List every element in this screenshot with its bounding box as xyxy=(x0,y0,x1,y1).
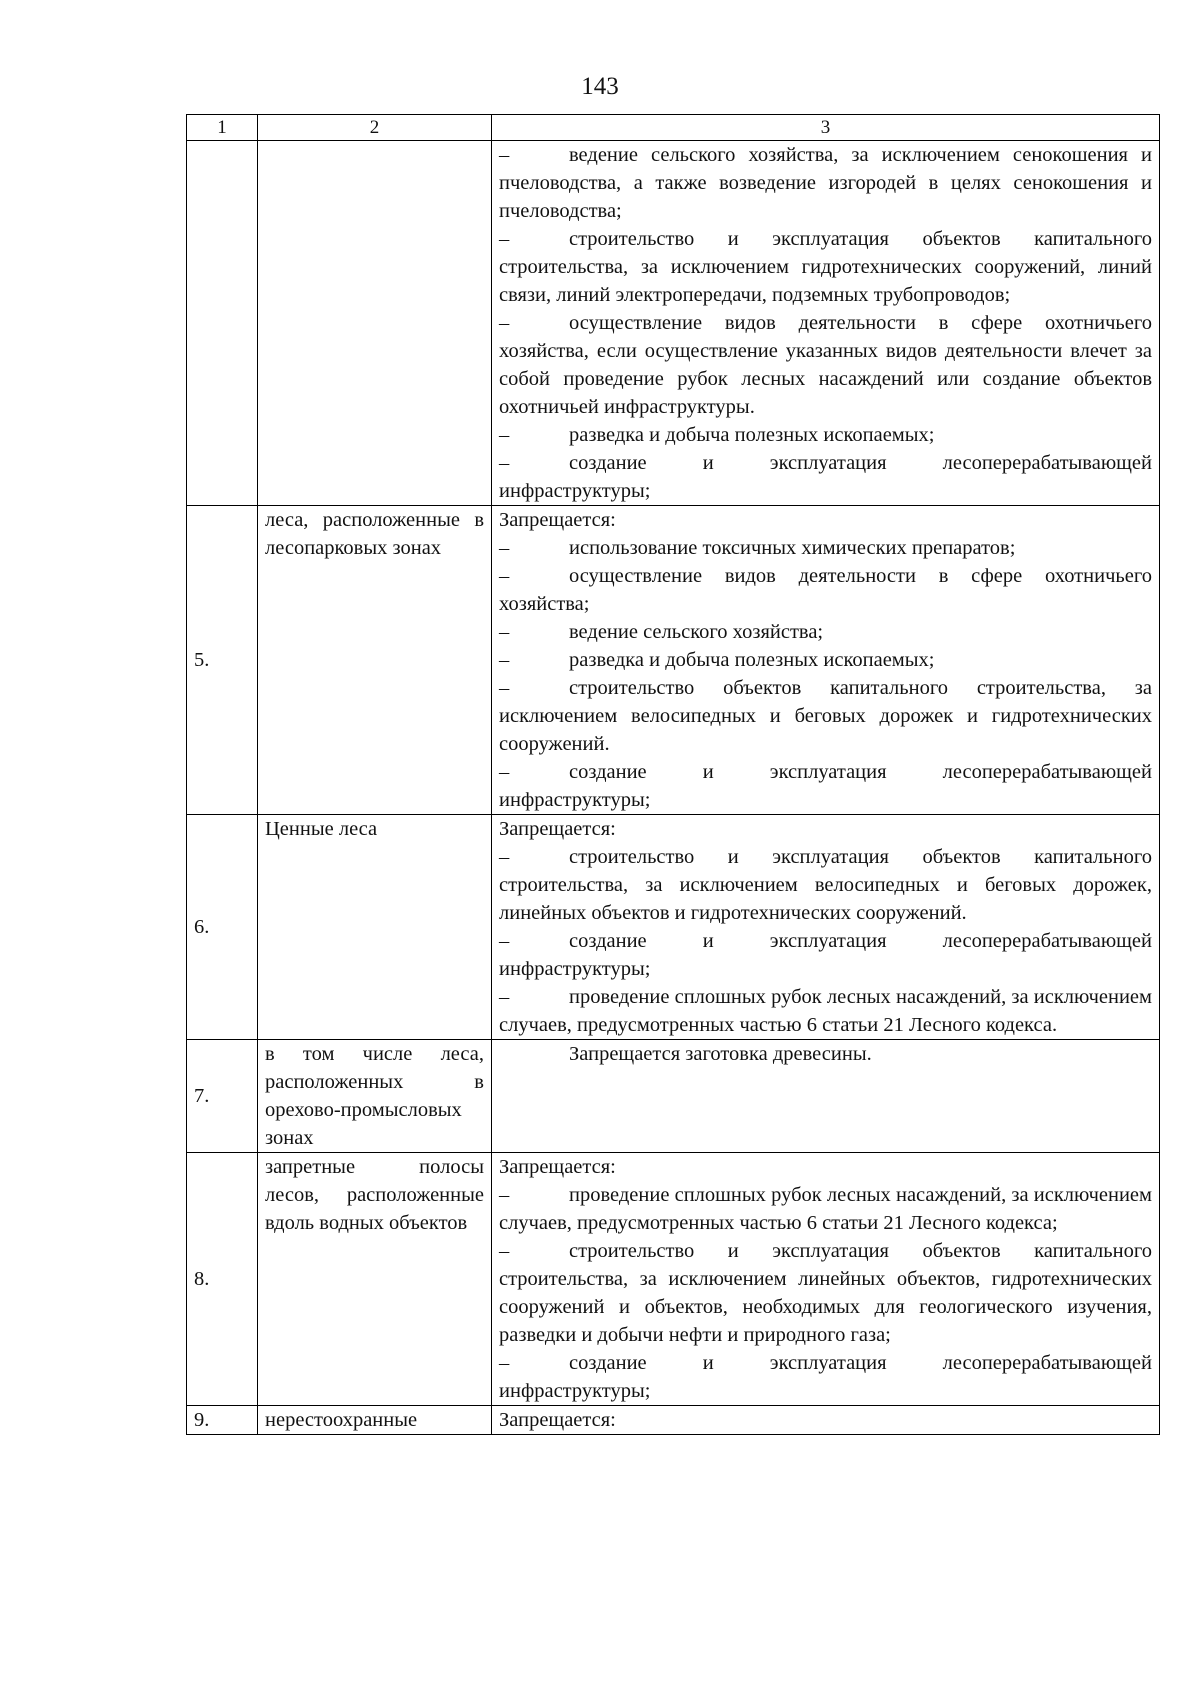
dash-marker: – xyxy=(499,228,510,250)
table-row-6 xyxy=(187,815,1160,1040)
restriction-item: – проведение сплошных рубок лесных насаждений, за исключением случаев, предусмотренных частью 6 статьи 21 Лесного кодекса; xyxy=(499,1181,1152,1237)
table-row-8 xyxy=(187,1153,1160,1406)
dash-marker: – xyxy=(499,986,510,1008)
dash-marker: – xyxy=(499,621,510,643)
restriction-item: – осуществление видов деятельности в сфере охотничьего хозяйства; xyxy=(499,562,1152,618)
table-row-9 xyxy=(187,1406,1160,1435)
restriction-item: – создание и эксплуатация лесоперерабатывающей инфраструктуры; xyxy=(499,927,1152,983)
column-header-1: 1 xyxy=(187,115,258,141)
column-header-2: 2 xyxy=(258,115,492,141)
restriction-intro: Запрещается: xyxy=(499,1409,616,1431)
dash-marker: – xyxy=(499,761,510,783)
row-number-cell: 8. xyxy=(187,1153,258,1406)
restriction-text: Запрещается заготовка древесины. xyxy=(569,1043,872,1065)
dash-marker: – xyxy=(499,677,510,699)
category-cell: нерестоохранные xyxy=(258,1406,492,1435)
table-row-7 xyxy=(187,1040,1160,1153)
dash-marker: – xyxy=(499,649,510,671)
restriction-item: – проведение сплошных рубок лесных насаждений, за исключением случаев, предусмотренных частью 6 статьи 21 Лесного кодекса. xyxy=(499,983,1152,1039)
dash-marker: – xyxy=(499,452,510,474)
dash-marker: – xyxy=(499,312,510,334)
restrictions-cell xyxy=(492,815,1160,1040)
dash-marker: – xyxy=(499,565,510,587)
restriction-item: – создание и эксплуатация лесоперерабатывающей инфраструктуры; xyxy=(499,1349,1152,1405)
restriction-item: – осуществление видов деятельности в сфере охотничьего хозяйства, если осуществление указанных видов деятельности влечет за собой проведение рубок лесных насаждений или создание объектов охотничьей инфраструктуры. xyxy=(499,309,1152,421)
column-header-3: 3 xyxy=(492,115,1160,141)
restrictions-cell xyxy=(492,141,1160,506)
forest-regime-table xyxy=(186,114,1160,1435)
dash-marker: – xyxy=(499,1240,510,1262)
dash-marker: – xyxy=(499,930,510,952)
restriction-item: – ведение сельского хозяйства, за исключением сенокошения и пчеловодства, а также возведение изгородей в целях сенокошения и пчеловодства; xyxy=(499,141,1152,225)
restriction-item: – строительство и эксплуатация объектов капитального строительства, за исключением линейных объектов, гидротехнических сооружений и объектов, необходимых для геологического изучения, разведки и добычи нефти и природного газа; xyxy=(499,1237,1152,1349)
category-cell: запретные полосы лесов, расположенные вдоль водных объектов xyxy=(258,1153,492,1406)
restriction-item: – создание и эксплуатация лесоперерабатывающей инфраструктуры; xyxy=(499,449,1152,505)
restrictions-cell xyxy=(492,506,1160,815)
row-number-cell: 6. xyxy=(187,815,258,1040)
restriction-intro: Запрещается: xyxy=(499,509,616,531)
table-row-continuation xyxy=(187,141,1160,506)
dash-marker: – xyxy=(499,537,510,559)
category-cell xyxy=(258,141,492,506)
table-header-row xyxy=(187,115,1160,141)
row-number-cell: 7. xyxy=(187,1040,258,1153)
restriction-item: – разведка и добыча полезных ископаемых; xyxy=(499,646,1152,674)
restrictions-cell xyxy=(492,1153,1160,1406)
restriction-item: – создание и эксплуатация лесоперерабатывающей инфраструктуры; xyxy=(499,758,1152,814)
dash-marker: – xyxy=(499,846,510,868)
category-cell: Ценные леса xyxy=(258,815,492,1040)
restriction-item: – использование токсичных химических препаратов; xyxy=(499,534,1152,562)
restriction-item: – строительство объектов капитального строительства, за исключением велосипедных и беговых дорожек и гидротехнических сооружений. xyxy=(499,674,1152,758)
restriction-intro: Запрещается: xyxy=(499,1156,616,1178)
table-row-5 xyxy=(187,506,1160,815)
category-cell: леса, расположенные в лесопарковых зонах xyxy=(258,506,492,815)
page-number: 143 xyxy=(581,73,619,100)
dash-marker: – xyxy=(499,1184,510,1206)
restrictions-cell xyxy=(492,1040,1160,1153)
restriction-intro: Запрещается: xyxy=(499,818,616,840)
restriction-item: – строительство и эксплуатация объектов капитального строительства, за исключением велосипедных и беговых дорожек, линейных объектов и гидротехнических сооружений. xyxy=(499,843,1152,927)
dash-marker: – xyxy=(499,1352,510,1374)
row-number-cell: 9. xyxy=(187,1406,258,1435)
row-number-cell: 5. xyxy=(187,506,258,815)
restriction-item: – ведение сельского хозяйства; xyxy=(499,618,1152,646)
dash-marker: – xyxy=(499,144,510,166)
restrictions-cell xyxy=(492,1406,1160,1435)
row-number-cell xyxy=(187,141,258,506)
dash-marker: – xyxy=(499,424,510,446)
restriction-item: – разведка и добыча полезных ископаемых; xyxy=(499,421,1152,449)
restriction-item: – строительство и эксплуатация объектов капитального строительства, за исключением гидротехнических сооружений, линий связи, линий электропередачи, подземных трубопроводов; xyxy=(499,225,1152,309)
category-cell: в том числе леса, расположенных в орехово-промысловых зонах xyxy=(258,1040,492,1153)
